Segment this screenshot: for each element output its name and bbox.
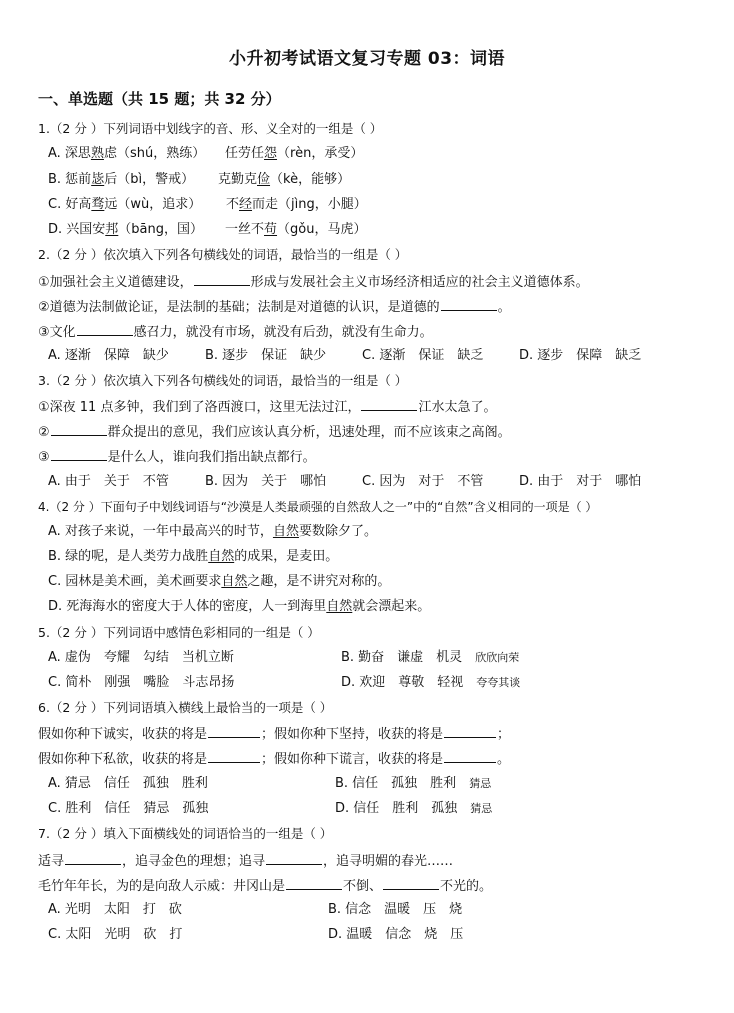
question-3-stem: 3.（2 分 ）依次填入下列各句横线处的词语，最恰当的一组是（ ） (38, 373, 408, 388)
question-1-stem: 1.（2 分 ）下列词语中划线字的音、形、义全对的一组是（ ） (38, 121, 383, 136)
answer-blank[interactable] (51, 422, 107, 436)
question-2-option-a[interactable]: A. 逐渐 保障 缺少 (48, 348, 169, 363)
question-7-option-a[interactable]: A. 光明 太阳 打 砍 (48, 902, 182, 917)
answer-blank[interactable] (65, 851, 121, 865)
question-1-option-d-2: 一丝不苟（gǒu，马虎） (225, 222, 367, 237)
question-1-option-c-2: 不经而走（jìng，小腿） (226, 197, 367, 212)
question-6-option-a[interactable]: A. 猜忌 信任 孤独 胜利 (48, 776, 208, 791)
question-2-stem: 2.（2 分 ）依次填入下列各句横线处的词语，最恰当的一组是（ ） (38, 247, 408, 262)
question-7-option-d[interactable]: D. 温暖 信念 烧 压 (328, 927, 464, 942)
question-4-option-a[interactable]: A. 对孩子来说，一年中最高兴的时节，自然要数除夕了。 (48, 524, 377, 539)
question-4-option-d[interactable]: D. 死海海水的密度大于人体的密度，人一到海里自然就会漂起来。 (48, 599, 431, 614)
question-1-option-b-2: 克勤克俭（kè，能够） (218, 172, 351, 187)
question-7-option-c[interactable]: C. 太阳 光明 砍 打 (48, 927, 183, 942)
question-2-sentence-2: ②道德为法制做论证，是法制的基础；法制是对道德的认识，是道德的 。 (38, 297, 511, 317)
question-3-sentence-1: ①深夜 11 点多钟，我们到了洛西渡口，这里无法过江， 江水太急了。 (38, 397, 496, 417)
question-6-option-d[interactable]: D. 信任 胜利 孤独 猜忌 (335, 801, 493, 816)
question-5-option-a[interactable]: A. 虚伪 夸耀 勾结 当机立断 (48, 650, 234, 665)
page-title: 小升初考试语文复习专题 03：词语 (228, 49, 506, 69)
question-3-option-c[interactable]: C. 因为 对于 不管 (362, 474, 484, 489)
question-6-stem: 6.（2 分 ）下列词语填入横线上最恰当的一项是（ ） (38, 700, 333, 715)
question-1-option-d[interactable]: D. 兴国安邦（bāng，国） (48, 222, 204, 237)
answer-blank[interactable] (383, 876, 439, 890)
question-7-sentence-2: 毛竹年年长，为的是向敌人示威：井冈山是 不倒、 不光的。 (38, 876, 492, 896)
answer-blank[interactable] (77, 322, 133, 336)
answer-blank[interactable] (361, 397, 417, 411)
answer-blank[interactable] (208, 724, 260, 738)
question-3-option-d[interactable]: D. 由于 对于 哪怕 (519, 474, 642, 489)
answer-blank[interactable] (441, 297, 497, 311)
question-6-option-c[interactable]: C. 胜利 信任 猜忌 孤独 (48, 801, 209, 816)
question-5-option-c[interactable]: C. 简朴 刚强 嘴脸 斗志昂扬 (48, 675, 235, 690)
question-3-sentence-3: ③ 是什么人，谁向我们指出缺点都行。 (38, 447, 316, 467)
question-2-option-c[interactable]: C. 逐渐 保证 缺乏 (362, 348, 484, 363)
question-4-option-c[interactable]: C. 园林是美术画，美术画要求自然之趣，是不讲究对称的。 (48, 574, 391, 589)
question-4-option-b[interactable]: B. 绿的呢，是人类劳力战胜自然的成果，是麦田。 (48, 549, 339, 564)
answer-blank[interactable] (51, 447, 107, 461)
question-4-stem: 4.（2 分 ）下面句子中划线词语与“沙漠是人类最顽强的自然敌人之一”中的“自然”含义相同的一项是（ ） (38, 500, 598, 514)
answer-blank[interactable] (286, 876, 342, 890)
answer-blank[interactable] (266, 851, 322, 865)
question-7-option-b[interactable]: B. 信念 温暖 压 烧 (328, 902, 463, 917)
question-7-stem: 7.（2 分 ）填入下面横线处的词语恰当的一组是（ ） (38, 826, 333, 841)
question-3-option-b[interactable]: B. 因为 关于 哪怕 (205, 474, 327, 489)
answer-blank[interactable] (194, 272, 250, 286)
question-6-sentence-1: 假如你种下诚实，收获的将是 ；假如你种下坚持，收获的将是 ； (38, 724, 510, 744)
question-5-option-b[interactable]: B. 勤奋 谦虚 机灵 欣欣向荣 (341, 650, 520, 665)
question-2-sentence-1: ①加强社会主义道德建设， 形成与发展社会主义市场经济相适应的社会主义道德体系。 (38, 272, 589, 292)
answer-blank[interactable] (444, 724, 496, 738)
question-7-sentence-1: 适寻 ，追寻金色的理想；追寻 ，追寻明媚的春光…… (38, 851, 453, 871)
answer-blank[interactable] (208, 749, 260, 763)
question-3-sentence-2: ② 群众提出的意见，我们应该认真分析，迅速处理，而不应该束之高阁。 (38, 422, 511, 442)
question-3-option-a[interactable]: A. 由于 关于 不管 (48, 474, 169, 489)
question-1-option-a[interactable]: A. 深思熟虑（shú，熟练） (48, 146, 206, 161)
question-2-option-b[interactable]: B. 逐步 保证 缺少 (205, 348, 327, 363)
question-2-option-d[interactable]: D. 逐步 保障 缺乏 (519, 348, 642, 363)
question-1-option-c[interactable]: C. 好高骛远（wù，追求） (48, 197, 202, 212)
answer-blank[interactable] (444, 749, 496, 763)
section-heading: 一、单选题（共 15 题；共 32 分） (38, 90, 281, 108)
question-6-sentence-2: 假如你种下私欲，收获的将是 ；假如你种下谎言，收获的将是 。 (38, 749, 510, 769)
question-5-stem: 5.（2 分 ）下列词语中感情色彩相同的一组是（ ） (38, 625, 320, 640)
question-6-option-b[interactable]: B. 信任 孤独 胜利 猜忌 (335, 776, 492, 791)
question-2-sentence-3: ③文化 感召力，就没有市场，就没有后劲，就没有生命力。 (38, 322, 433, 342)
question-1-option-b[interactable]: B. 惩前毖后（bì，警戒） (48, 172, 195, 187)
question-5-option-d[interactable]: D. 欢迎 尊敬 轻视 夸夸其谈 (341, 675, 521, 690)
question-1-option-a-2: 任劳任怨（rèn，承受） (225, 146, 364, 161)
